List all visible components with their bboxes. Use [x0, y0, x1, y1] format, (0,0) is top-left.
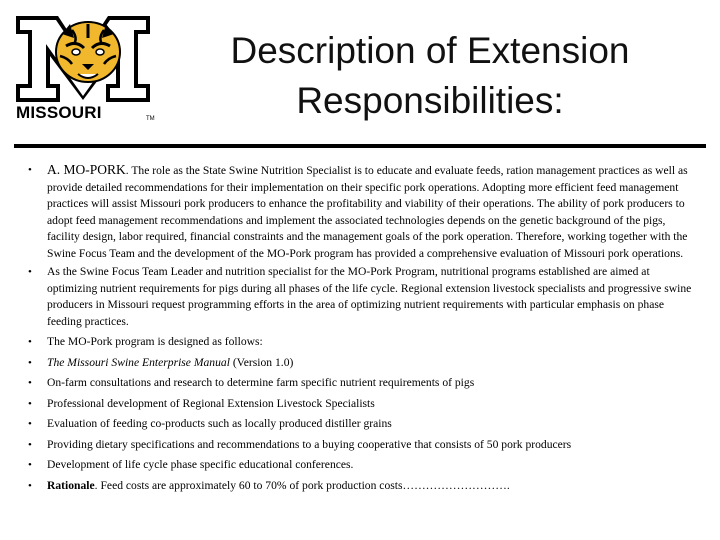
bullet-text: Professional development of Regional Extension Livestock Specialists [47, 396, 375, 410]
bullet-text: On-farm consultations and research to determine farm specific nutrient requirements of pigs [47, 376, 475, 389]
bullet-text: The MO-Pork program is designed as follows: [47, 335, 263, 348]
bullet-text: . The role as the State Swine Nutrition Specialist is to educate and evaluate feeds, ration management practices as well as provide detailed recommendations for their implementation on their specific pork operations. Adopting more efficient feed management practices will assist Missouri pork producers to enhance the profitability and viability of their operations. The ability of pork producers to adopt feed management recommendations and implement the associated technologies depends on the genetic background of the pigs, facility design, labor required, financial constraints and the management goals of the pork operation. Therefore, working together with the Swine Focus Team and the development of the MO-Pork program has provided a comprehensive evaluation of Missouri pork operations. [47, 164, 688, 260]
bullet-focus-team [28, 264, 694, 330]
bullet-text: . Feed costs are approximately 60 to 70% of pork production costs………………………. [94, 478, 510, 492]
bullet-mo-pork [28, 162, 694, 262]
bullet-co-products [28, 416, 694, 433]
bullet-italic: The Missouri Swine Enterprise Manual [47, 355, 230, 369]
title-divider [14, 144, 706, 148]
title-line-2: Responsibilities: [296, 80, 564, 121]
tiger-m-logo-icon [14, 12, 152, 104]
bullet-professional-development [28, 396, 694, 413]
bullet-text: As the Swine Focus Team Leader and nutrition specialist for the MO-Pork Program, nutritional programs established are aimed at optimizing nutrient requirements for pigs during all phases of the life cycle. Regional extension livestock specialists and progressive swine producers in Missouri request programming efforts in the area of optimizing nutrient requirements with particular emphasis on phase feeding practices. [47, 265, 692, 328]
bullet-lead: A. MO-PORK [47, 162, 126, 177]
page-title [150, 26, 710, 126]
bullet-list [28, 162, 694, 494]
bullet-rationale [28, 478, 694, 495]
bullet-text: (Version 1.0) [229, 355, 294, 369]
bullet-conferences [28, 457, 694, 474]
logo-wordmark: MISSOURI [16, 103, 102, 122]
bullet-lead: Rationale [47, 478, 95, 492]
title-line-1: Description of Extension [230, 30, 630, 71]
bullet-text: Providing dietary specifications and recommendations to a buying cooperative that consists of 50 pork producers [47, 437, 572, 451]
bullet-text: Development of life cycle phase specific educational conferences. [47, 458, 354, 471]
bullet-manual [28, 355, 694, 372]
bullet-program-design [28, 334, 694, 351]
bullet-text: Evaluation of feeding co-products such as locally produced distiller grains [47, 417, 392, 430]
missouri-logo [14, 12, 155, 124]
logo-trademark: TM [146, 116, 155, 122]
bullet-cooperative [28, 437, 694, 454]
bullet-consultations [28, 375, 694, 392]
